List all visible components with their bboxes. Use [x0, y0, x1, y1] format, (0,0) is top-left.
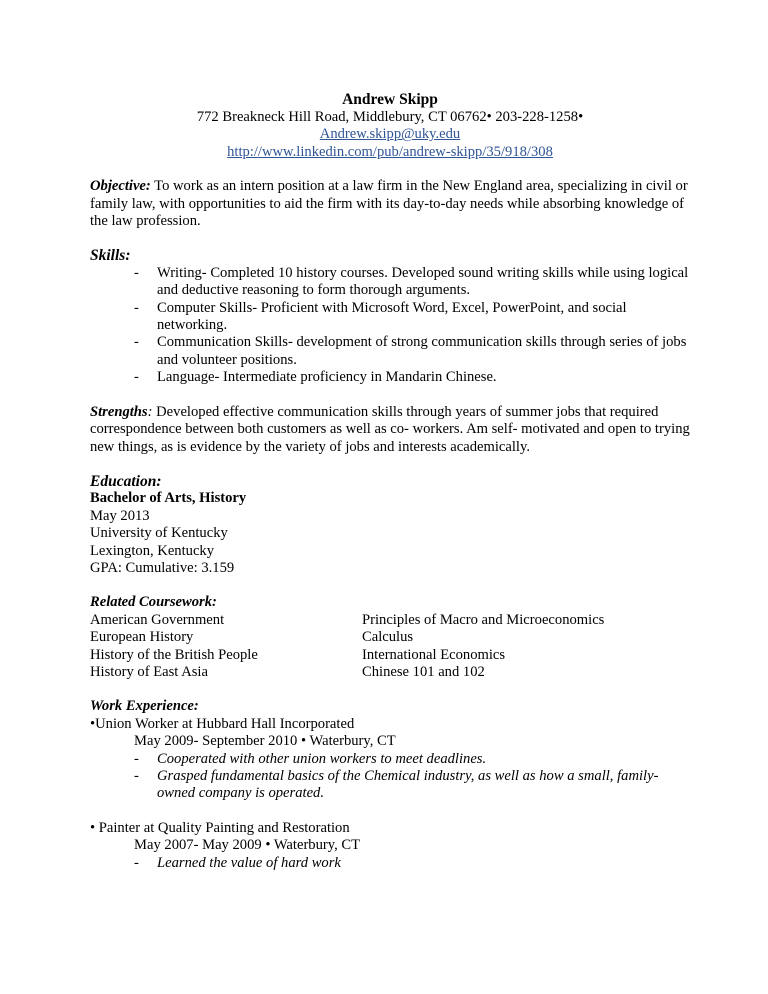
coursework-columns	[90, 612, 690, 682]
list-item: Principles of Macro and Microeconomics	[362, 611, 605, 628]
list-item: American Government	[90, 611, 225, 628]
gpa: GPA: Cumulative: 3.159	[90, 559, 235, 576]
linkedin-link[interactable]: http://www.linkedin.com/pub/andrew-skipp/35/918/308	[227, 143, 553, 160]
job-title: • Painter at Quality Painting and Restoration	[90, 819, 350, 836]
applicant-name: Andrew Skipp	[342, 91, 438, 108]
resume-header	[90, 90, 690, 161]
graduation-date: May 2013	[90, 507, 150, 524]
list-item: Calculus	[362, 629, 414, 646]
coursework-section	[90, 594, 690, 681]
list-item: - Cooperated with other union workers to meet deadlines.	[134, 750, 487, 767]
skills-list	[90, 265, 690, 387]
job-title: •Union Worker at Hubbard Hall Incorporated	[90, 715, 355, 732]
list-item: - Language- Intermediate proficiency in Mandarin Chinese.	[134, 369, 497, 386]
education-section	[90, 473, 690, 577]
objective-section	[90, 178, 690, 230]
work-section	[90, 698, 690, 872]
list-item: International Economics	[362, 646, 506, 663]
coursework-label: Related Coursework:	[90, 594, 217, 611]
list-item: - Writing- Completed 10 history courses. Developed sound writing skills while using logical and deductive reasoning to form thorough arguments.	[134, 264, 689, 299]
list-item: - Learned the value of hard work	[134, 854, 341, 871]
list-item: - Computer Skills- Proficient with Microsoft Word, Excel, PowerPoint, and social networking.	[134, 299, 627, 334]
job-entry	[90, 820, 690, 872]
strengths-section: Strengths: Developed effective communication skills through years of summer jobs that required correspondence between both customers as well as co- workers. Am self- motivated and open to trying new things, as is evidence by the variety of jobs and interests academically.	[90, 403, 690, 455]
list-item: History of East Asia	[90, 663, 208, 680]
list-item: European History	[90, 629, 194, 646]
job-dates: May 2009- September 2010 • Waterbury, CT	[134, 733, 396, 750]
education-label: Education:	[90, 472, 162, 490]
objective-text: To work as an intern position at a law firm in the New England area, specializing in civil or family law, with opportunities to aid the firm with its day-to-day needs while absorbing knowledge of the law profession.	[90, 178, 688, 230]
list-item: Chinese 101 and 102	[362, 663, 485, 680]
job-entry	[90, 716, 690, 803]
email-link[interactable]: Andrew.skipp@uky.edu	[319, 126, 461, 143]
school-name: University of Kentucky	[90, 525, 228, 542]
skills-label: Skills:	[90, 247, 131, 265]
address-line: 772 Breakneck Hill Road, Middlebury, CT 06762• 203-228-1258•	[196, 109, 584, 125]
list-item: History of the British People	[90, 646, 258, 663]
list-item: - Communication Skills- development of strong communication skills through series of jobs and volunteer positions.	[134, 334, 687, 368]
school-location: Lexington, Kentucky	[90, 542, 215, 559]
job-dates: May 2007- May 2009 • Waterbury, CT	[134, 837, 361, 854]
strengths-text: Developed effective communication skills through years of summer jobs that required correspondence between both customers as well as co- workers. Am self- motivated and open to trying new things, as is evidence by the variety of jobs and interests academically.	[90, 403, 690, 455]
skills-section	[90, 247, 690, 386]
list-item: - Grasped fundamental basics of the Chemical industry, as well as how a small, family- owned company is operated.	[134, 768, 659, 802]
degree: Bachelor of Arts, History	[90, 490, 247, 507]
objective-label: Objective:	[90, 178, 151, 195]
resume-page	[90, 90, 690, 872]
work-label: Work Experience:	[90, 698, 199, 715]
strengths-label: Strengths	[90, 403, 148, 420]
